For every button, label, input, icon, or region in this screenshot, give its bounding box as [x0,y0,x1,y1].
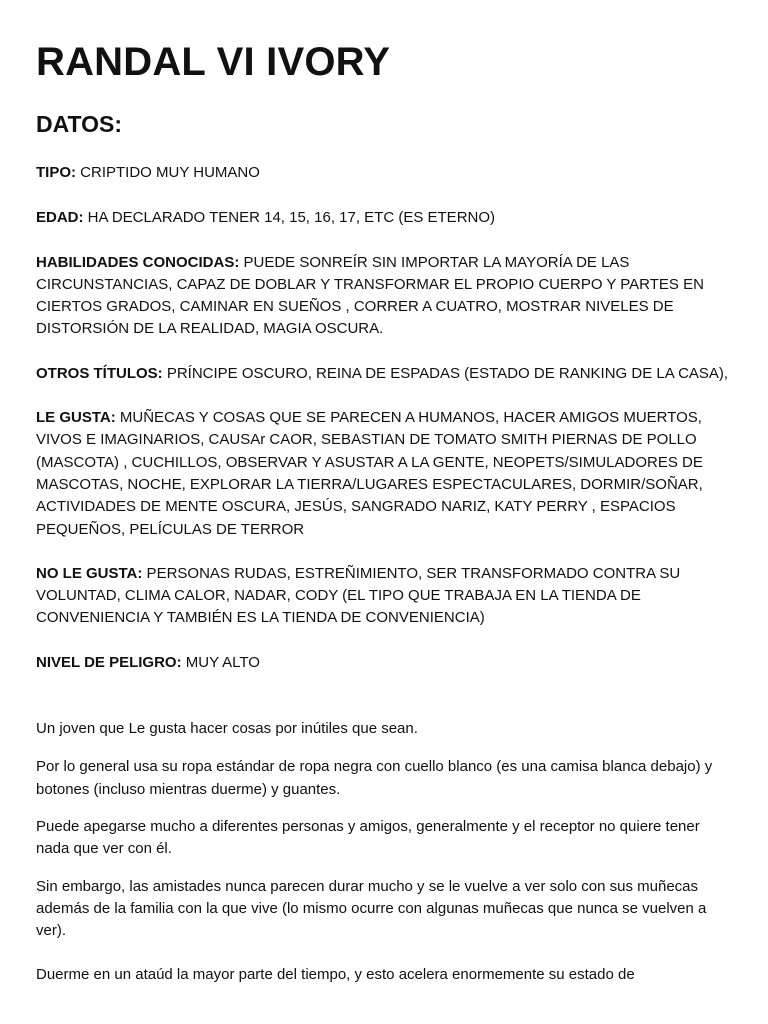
field-no-le-gusta-value: PERSONAS RUDAS, ESTREÑIMIENTO, SER TRANSFORMADO CONTRA SU VOLUNTAD, CLIMA CALOR, NADAR, CODY (EL TIPO QUE TRABAJA EN LA TIENDA DE CONVENIENCIA Y TAMBIÉN ES LA TIENDA DE CONVENIENCIA) [36,564,681,627]
field-no-le-gusta-label: NO LE GUSTA: [36,564,143,582]
field-habilidades-label: HABILIDADES CONOCIDAS: [36,253,240,271]
field-otros-titulos-label: OTROS TÍTULOS: [36,364,163,382]
field-habilidades [36,252,736,341]
field-no-le-gusta [36,563,736,630]
field-nivel-peligro-value: MUY ALTO [181,653,260,671]
body-paragraph: Puede apegarse mucho a diferentes personas y amigos, generalmente y el receptor no quiere tener nada que ver con él. [36,817,700,858]
section-heading: DATOS: [36,111,123,137]
field-otros-titulos [36,363,736,385]
field-tipo-label: TIPO: [36,164,76,181]
field-nivel-peligro [36,652,736,674]
field-edad [36,207,736,229]
field-otros-titulos-value: PRÍNCIPE OSCURO, REINA DE ESPADAS (ESTADO DE RANKING DE LA CASA), [162,364,729,382]
field-edad-label: EDAD: [36,209,84,227]
field-nivel-peligro-label: NIVEL DE PELIGRO: [36,653,182,671]
field-le-gusta-value: MUÑECAS Y COSAS QUE SE PARECEN A HUMANOS, HACER AMIGOS MUERTOS, VIVOS E IMAGINARIOS, CAUSAr CAOR, SEBASTIAN DE TOMATO SMITH PIERNAS DE POLLO (MASCOTA) , CUCHILLOS, OBSERVAR Y ASUSTAR A LA GENTE, NEOPETS/SIMULADORES DE MASCOTAS, NOCHE, EXPLORAR LA TIERRA/LUGARES ESPECTACULARES, DORMIR/SOÑAR, ACTIVIDADES DE MENTE OSCURA, JESÚS, SANGRADO NARIZ, KATY PERRY , ESPACIOS PEQUEÑOS, PELÍCULAS DE TERROR [36,409,703,538]
page-title: RANDAL VI IVORY [36,40,391,84]
field-habilidades-value: PUEDE SONREÍR SIN IMPORTAR LA MAYORÍA DE LAS CIRCUNSTANCIAS, CAPAZ DE DOBLAR Y TRANSFORMAR EL PROPIO CUERPO Y PARTES EN CIERTOS GRADOS, CAMINAR EN SUEÑOS , CORRER A CUATRO, MOSTRAR NIVELES DE DISTORSIÓN DE LA REALIDAD, MAGIA OSCURA. [36,253,704,338]
body-paragraph: Duerme en un ataúd la mayor parte del tiempo, y esto acelera enormemente su estado de [36,966,635,984]
field-le-gusta [36,407,736,541]
body-paragraph: Sin embargo, las amistades nunca parecen durar mucho y se le vuelve a ver solo con sus muñecas además de la familia con la que vive (lo mismo ocurre con algunas muñecas que nunca se vuelven a ver). [36,877,707,940]
field-tipo [36,162,736,184]
field-tipo-value: CRIPTIDO MUY HUMANO [76,164,260,181]
body-paragraph: Por lo general usa su ropa estándar de ropa negra con cuello blanco (es una camisa blanca debajo) y botones (incluso mientras duerme) y guantes. [36,758,713,798]
field-le-gusta-label: LE GUSTA: [36,409,116,427]
document-page [36,30,736,987]
body-paragraph: Un joven que Le gusta hacer cosas por inútiles que sean. [36,720,418,738]
field-edad-value: HA DECLARADO TENER 14, 15, 16, 17, ETC (ES ETERNO) [83,209,496,227]
